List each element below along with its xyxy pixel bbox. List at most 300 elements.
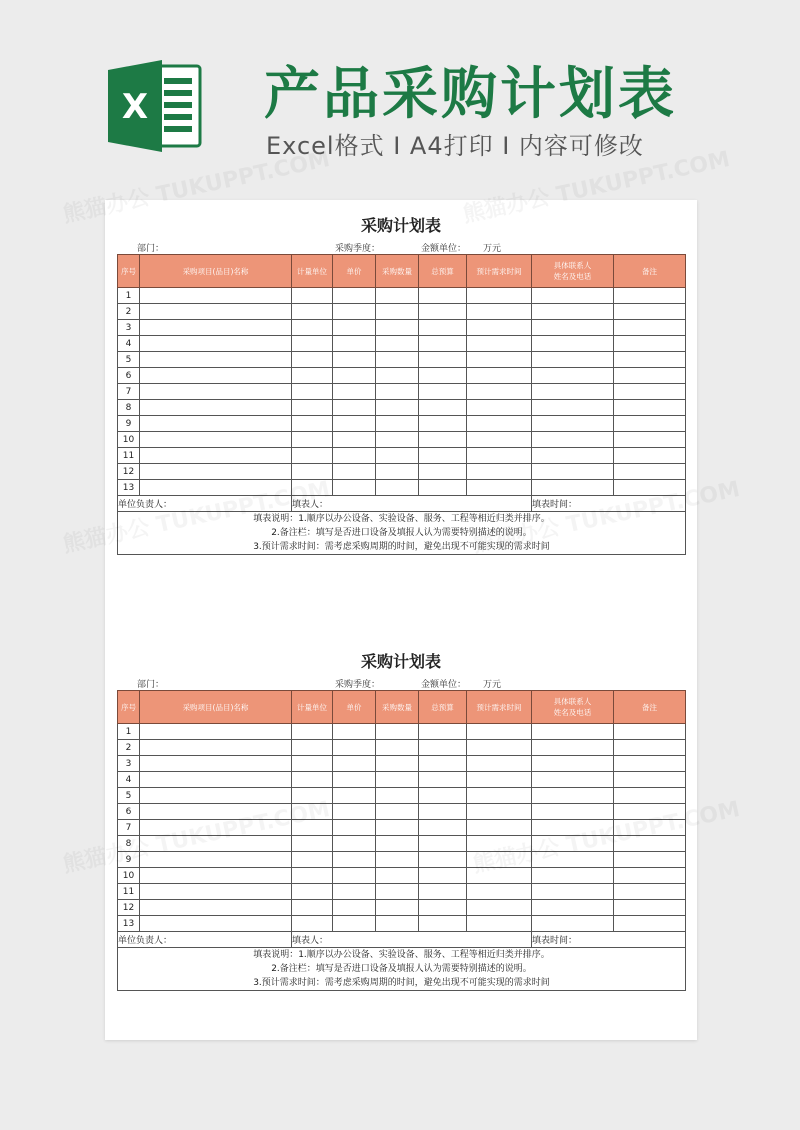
row-number: 12 (118, 464, 140, 480)
table-cell[interactable] (614, 432, 686, 448)
table-cell[interactable] (532, 304, 614, 320)
table-cell[interactable] (532, 464, 614, 480)
dept-label: 部门： (137, 680, 165, 690)
fill-date-field[interactable]: 填表时间： (532, 932, 686, 948)
table-cell[interactable] (419, 400, 467, 416)
table-cell[interactable] (140, 400, 292, 416)
table-row (118, 384, 686, 400)
row-number: 5 (118, 788, 140, 804)
table-cell[interactable] (532, 900, 614, 916)
table-cell[interactable] (614, 480, 686, 496)
table-cell[interactable] (467, 884, 532, 900)
table-cell[interactable] (292, 804, 333, 820)
table-cell[interactable] (333, 432, 376, 448)
table-cell[interactable] (419, 416, 467, 432)
table-cell[interactable] (419, 916, 467, 932)
row-number: 5 (118, 352, 140, 368)
table-cell[interactable] (614, 384, 686, 400)
table-cell[interactable] (419, 900, 467, 916)
table-cell[interactable] (614, 820, 686, 836)
table-cell[interactable] (376, 772, 419, 788)
table-cell[interactable] (376, 884, 419, 900)
table-cell[interactable] (419, 336, 467, 352)
table-cell[interactable] (532, 836, 614, 852)
table-cell[interactable] (333, 480, 376, 496)
table-cell[interactable] (467, 868, 532, 884)
instruction-line: 2.备注栏：填写是否进口设备及填报人认为需要特别描述的说明。 (271, 964, 532, 974)
table-cell[interactable] (419, 820, 467, 836)
table-cell[interactable] (419, 884, 467, 900)
table-cell[interactable] (140, 352, 292, 368)
table-cell[interactable] (376, 432, 419, 448)
table-cell[interactable] (419, 480, 467, 496)
table-cell[interactable] (376, 788, 419, 804)
column-header: 总预算 (419, 691, 467, 724)
column-header: 序号 (118, 255, 140, 288)
table-cell[interactable] (292, 384, 333, 400)
amount-unit-label: 金额单位： (421, 244, 467, 254)
table-cell[interactable] (333, 352, 376, 368)
row-number: 6 (118, 804, 140, 820)
table-cell[interactable] (376, 320, 419, 336)
table-row (118, 916, 686, 932)
table-cell[interactable] (419, 320, 467, 336)
table-cell[interactable] (467, 368, 532, 384)
table-cell[interactable] (292, 480, 333, 496)
dept-label: 部门： (137, 244, 165, 254)
column-header: 采购项目(品目)名称 (140, 255, 292, 288)
row-number: 3 (118, 320, 140, 336)
column-header: 备注 (614, 691, 686, 724)
table-cell[interactable] (614, 852, 686, 868)
table-cell[interactable] (419, 868, 467, 884)
form-info-row (117, 238, 685, 254)
quarter-label: 采购季度： (335, 680, 381, 690)
table-cell[interactable] (292, 884, 333, 900)
table-cell[interactable] (292, 432, 333, 448)
table-cell[interactable] (333, 852, 376, 868)
row-number: 8 (118, 836, 140, 852)
table-cell[interactable] (532, 884, 614, 900)
table-cell[interactable] (467, 352, 532, 368)
table-cell[interactable] (419, 836, 467, 852)
table-cell[interactable] (614, 416, 686, 432)
table-cell[interactable] (333, 916, 376, 932)
table-cell[interactable] (333, 368, 376, 384)
row-number: 2 (118, 304, 140, 320)
filler-field[interactable]: 填表人： (292, 932, 532, 948)
table-cell[interactable] (376, 368, 419, 384)
table-cell[interactable] (333, 448, 376, 464)
table-cell[interactable] (140, 384, 292, 400)
table-cell[interactable] (292, 416, 333, 432)
table-cell[interactable] (140, 740, 292, 756)
table-cell[interactable] (467, 480, 532, 496)
table-cell[interactable] (419, 740, 467, 756)
table-cell[interactable] (292, 868, 333, 884)
table-cell[interactable] (333, 320, 376, 336)
table-cell[interactable] (376, 384, 419, 400)
table-cell[interactable] (532, 432, 614, 448)
form-info-row (117, 674, 685, 690)
table-cell[interactable] (614, 804, 686, 820)
table-row (118, 288, 686, 304)
amount-unit-value: 万元 (483, 680, 502, 690)
table-cell[interactable] (376, 820, 419, 836)
table-cell[interactable] (419, 384, 467, 400)
table-cell[interactable] (532, 804, 614, 820)
page-title: 产品采购计划表 (264, 62, 677, 127)
table-row (118, 320, 686, 336)
table-cell[interactable] (292, 740, 333, 756)
row-number: 10 (118, 868, 140, 884)
table-cell[interactable] (140, 448, 292, 464)
fill-instructions (118, 512, 686, 555)
table-cell[interactable] (532, 772, 614, 788)
table-cell[interactable] (467, 836, 532, 852)
table-cell[interactable] (376, 852, 419, 868)
table-cell[interactable] (467, 336, 532, 352)
table-cell[interactable] (140, 304, 292, 320)
table-cell[interactable] (140, 916, 292, 932)
table-cell[interactable] (140, 320, 292, 336)
table-cell[interactable] (467, 820, 532, 836)
row-number: 9 (118, 416, 140, 432)
table-cell[interactable] (292, 756, 333, 772)
table-row (118, 416, 686, 432)
row-number: 2 (118, 740, 140, 756)
table-cell[interactable] (532, 788, 614, 804)
instruction-line: 填表说明：1.顺序以办公设备、实验设备、服务、工程等相近归类并排序。 (253, 950, 550, 960)
table-cell[interactable] (532, 368, 614, 384)
table-cell[interactable] (467, 852, 532, 868)
table-cell[interactable] (333, 464, 376, 480)
table-row (118, 740, 686, 756)
table-cell[interactable] (292, 336, 333, 352)
table-cell[interactable] (467, 304, 532, 320)
table-cell[interactable] (292, 820, 333, 836)
table-cell[interactable] (532, 480, 614, 496)
fill-date-field[interactable]: 填表时间： (532, 496, 686, 512)
table-cell[interactable] (614, 448, 686, 464)
table-cell[interactable] (292, 900, 333, 916)
purchase-form (117, 208, 685, 555)
table-cell[interactable] (376, 836, 419, 852)
table-cell[interactable] (614, 900, 686, 916)
table-cell[interactable] (292, 400, 333, 416)
table-cell[interactable] (419, 352, 467, 368)
table-cell[interactable] (376, 416, 419, 432)
table-cell[interactable] (333, 900, 376, 916)
table-cell[interactable] (614, 836, 686, 852)
table-row (118, 868, 686, 884)
table-cell[interactable] (140, 868, 292, 884)
table-cell[interactable] (419, 432, 467, 448)
table-cell[interactable] (614, 916, 686, 932)
table-cell[interactable] (292, 836, 333, 852)
table-cell[interactable] (376, 448, 419, 464)
document-paper (105, 200, 697, 1040)
row-number: 4 (118, 772, 140, 788)
table-cell[interactable] (376, 916, 419, 932)
row-number: 13 (118, 916, 140, 932)
table-cell[interactable] (376, 868, 419, 884)
row-number: 7 (118, 384, 140, 400)
fill-instructions (118, 948, 686, 991)
form-title: 采购计划表 (360, 216, 441, 235)
instruction-line: 填表说明：1.顺序以办公设备、实验设备、服务、工程等相近归类并排序。 (253, 514, 550, 524)
table-cell[interactable] (333, 740, 376, 756)
row-number: 9 (118, 852, 140, 868)
table-cell[interactable] (140, 788, 292, 804)
table-cell[interactable] (333, 400, 376, 416)
table-cell[interactable] (532, 416, 614, 432)
table-cell[interactable] (376, 804, 419, 820)
table-cell[interactable] (467, 288, 532, 304)
table-cell[interactable] (532, 916, 614, 932)
table-cell[interactable] (376, 900, 419, 916)
table-header-row (118, 255, 686, 288)
table-cell[interactable] (140, 772, 292, 788)
table-cell[interactable] (419, 288, 467, 304)
column-header: 备注 (614, 255, 686, 288)
table-cell[interactable] (419, 368, 467, 384)
table-cell[interactable] (614, 884, 686, 900)
table-cell[interactable] (614, 724, 686, 740)
table-cell[interactable] (376, 288, 419, 304)
table-cell[interactable] (614, 288, 686, 304)
table-cell[interactable] (140, 724, 292, 740)
table-cell[interactable] (376, 756, 419, 772)
table-row (118, 900, 686, 916)
table-row (118, 820, 686, 836)
excel-icon (104, 56, 204, 156)
table-cell[interactable] (333, 288, 376, 304)
table-cell[interactable] (333, 820, 376, 836)
row-number: 6 (118, 368, 140, 384)
table-cell[interactable] (614, 352, 686, 368)
table-cell[interactable] (532, 756, 614, 772)
table-cell[interactable] (140, 464, 292, 480)
signature-row (118, 932, 686, 948)
table-cell[interactable] (467, 724, 532, 740)
table-cell[interactable] (532, 288, 614, 304)
table-cell[interactable] (292, 288, 333, 304)
table-cell[interactable] (140, 852, 292, 868)
column-header: 具体联系人 姓名及电话 (532, 255, 614, 288)
table-cell[interactable] (140, 804, 292, 820)
table-cell[interactable] (467, 916, 532, 932)
table-cell[interactable] (614, 304, 686, 320)
table-cell[interactable] (614, 788, 686, 804)
header (0, 0, 800, 200)
page-subtitle: Excel格式 I A4打印 I 内容可修改 (266, 132, 644, 160)
table-cell[interactable] (140, 432, 292, 448)
table-cell[interactable] (140, 836, 292, 852)
form-title: 采购计划表 (360, 652, 441, 671)
amount-unit-label: 金额单位： (421, 680, 467, 690)
table-cell[interactable] (292, 772, 333, 788)
column-header: 序号 (118, 691, 140, 724)
table-cell[interactable] (467, 900, 532, 916)
table-cell[interactable] (140, 480, 292, 496)
column-header: 计量单位 (292, 255, 333, 288)
table-cell[interactable] (467, 804, 532, 820)
column-header: 具体联系人 姓名及电话 (532, 691, 614, 724)
table-cell[interactable] (467, 400, 532, 416)
table-cell[interactable] (419, 724, 467, 740)
table-cell[interactable] (467, 384, 532, 400)
unit-leader-field[interactable]: 单位负责人： (118, 932, 292, 948)
table-cell[interactable] (467, 756, 532, 772)
table-cell[interactable] (140, 288, 292, 304)
table-cell[interactable] (467, 416, 532, 432)
table-cell[interactable] (333, 384, 376, 400)
table-cell[interactable] (467, 788, 532, 804)
table-cell[interactable] (532, 724, 614, 740)
column-header: 预计需求时间 (467, 691, 532, 724)
table-cell[interactable] (333, 336, 376, 352)
table-cell[interactable] (333, 304, 376, 320)
instruction-line: 2.备注栏：填写是否进口设备及填报人认为需要特别描述的说明。 (271, 528, 532, 538)
table-cell[interactable] (376, 336, 419, 352)
table-cell[interactable] (292, 304, 333, 320)
row-number: 7 (118, 820, 140, 836)
table-cell[interactable] (419, 756, 467, 772)
table-row (118, 352, 686, 368)
table-cell[interactable] (419, 852, 467, 868)
table-cell[interactable] (532, 740, 614, 756)
table-cell[interactable] (376, 464, 419, 480)
table-cell[interactable] (292, 448, 333, 464)
table-cell[interactable] (614, 756, 686, 772)
table-cell[interactable] (376, 724, 419, 740)
row-number: 8 (118, 400, 140, 416)
table-cell[interactable] (532, 336, 614, 352)
row-number: 11 (118, 448, 140, 464)
table-row (118, 368, 686, 384)
column-header: 总预算 (419, 255, 467, 288)
table-cell[interactable] (614, 368, 686, 384)
table-cell[interactable] (532, 384, 614, 400)
table-cell[interactable] (292, 464, 333, 480)
table-cell[interactable] (376, 480, 419, 496)
unit-leader-field[interactable]: 单位负责人： (118, 496, 292, 512)
table-cell[interactable] (140, 416, 292, 432)
table-cell[interactable] (333, 756, 376, 772)
column-header: 单价 (333, 691, 376, 724)
column-header: 单价 (333, 255, 376, 288)
table-row (118, 756, 686, 772)
table-cell[interactable] (614, 868, 686, 884)
table-cell[interactable] (532, 820, 614, 836)
row-number: 11 (118, 884, 140, 900)
table-cell[interactable] (467, 448, 532, 464)
table-cell[interactable] (419, 804, 467, 820)
row-number: 1 (118, 288, 140, 304)
table-cell[interactable] (376, 304, 419, 320)
table-cell[interactable] (140, 900, 292, 916)
table-cell[interactable] (376, 352, 419, 368)
table-cell[interactable] (532, 868, 614, 884)
table-cell[interactable] (614, 400, 686, 416)
table-cell[interactable] (614, 464, 686, 480)
table-cell[interactable] (140, 884, 292, 900)
table-cell[interactable] (614, 772, 686, 788)
table-cell[interactable] (532, 448, 614, 464)
table-cell[interactable] (532, 852, 614, 868)
table-cell[interactable] (333, 868, 376, 884)
table-cell[interactable] (292, 724, 333, 740)
table-header-row (118, 691, 686, 724)
table-cell[interactable] (292, 852, 333, 868)
table-cell[interactable] (614, 336, 686, 352)
purchase-form (117, 644, 685, 991)
table-cell[interactable] (333, 416, 376, 432)
table-cell[interactable] (419, 788, 467, 804)
table-cell[interactable] (376, 400, 419, 416)
table-cell[interactable] (140, 336, 292, 352)
table-cell[interactable] (333, 772, 376, 788)
table-cell[interactable] (419, 304, 467, 320)
column-header: 采购项目(品目)名称 (140, 691, 292, 724)
table-cell[interactable] (532, 352, 614, 368)
table-cell[interactable] (140, 756, 292, 772)
table-cell[interactable] (333, 804, 376, 820)
table-cell[interactable] (532, 400, 614, 416)
row-number: 12 (118, 900, 140, 916)
table-row (118, 804, 686, 820)
table-row (118, 432, 686, 448)
table-cell[interactable] (292, 368, 333, 384)
row-number: 13 (118, 480, 140, 496)
notes-row (118, 948, 686, 991)
table-cell[interactable] (292, 916, 333, 932)
table-cell[interactable] (333, 884, 376, 900)
table-row (118, 852, 686, 868)
table-cell[interactable] (614, 320, 686, 336)
signature-row (118, 496, 686, 512)
table-cell[interactable] (614, 740, 686, 756)
table-cell[interactable] (467, 772, 532, 788)
row-number: 10 (118, 432, 140, 448)
table-cell[interactable] (140, 820, 292, 836)
table-cell[interactable] (467, 432, 532, 448)
table-cell[interactable] (467, 464, 532, 480)
table-cell[interactable] (419, 464, 467, 480)
table-cell[interactable] (333, 788, 376, 804)
table-cell[interactable] (532, 320, 614, 336)
table-cell[interactable] (419, 772, 467, 788)
table-cell[interactable] (467, 740, 532, 756)
table-cell[interactable] (419, 448, 467, 464)
table-cell[interactable] (292, 352, 333, 368)
table-cell[interactable] (376, 740, 419, 756)
table-cell[interactable] (467, 320, 532, 336)
table-cell[interactable] (333, 836, 376, 852)
table-row (118, 788, 686, 804)
table-row (118, 400, 686, 416)
row-number: 3 (118, 756, 140, 772)
notes-row (118, 512, 686, 555)
table-cell[interactable] (292, 320, 333, 336)
table-cell[interactable] (292, 788, 333, 804)
column-header: 采购数量 (376, 255, 419, 288)
table-cell[interactable] (333, 724, 376, 740)
table-cell[interactable] (140, 368, 292, 384)
svg-text:X: X (121, 87, 149, 127)
filler-field[interactable]: 填表人： (292, 496, 532, 512)
